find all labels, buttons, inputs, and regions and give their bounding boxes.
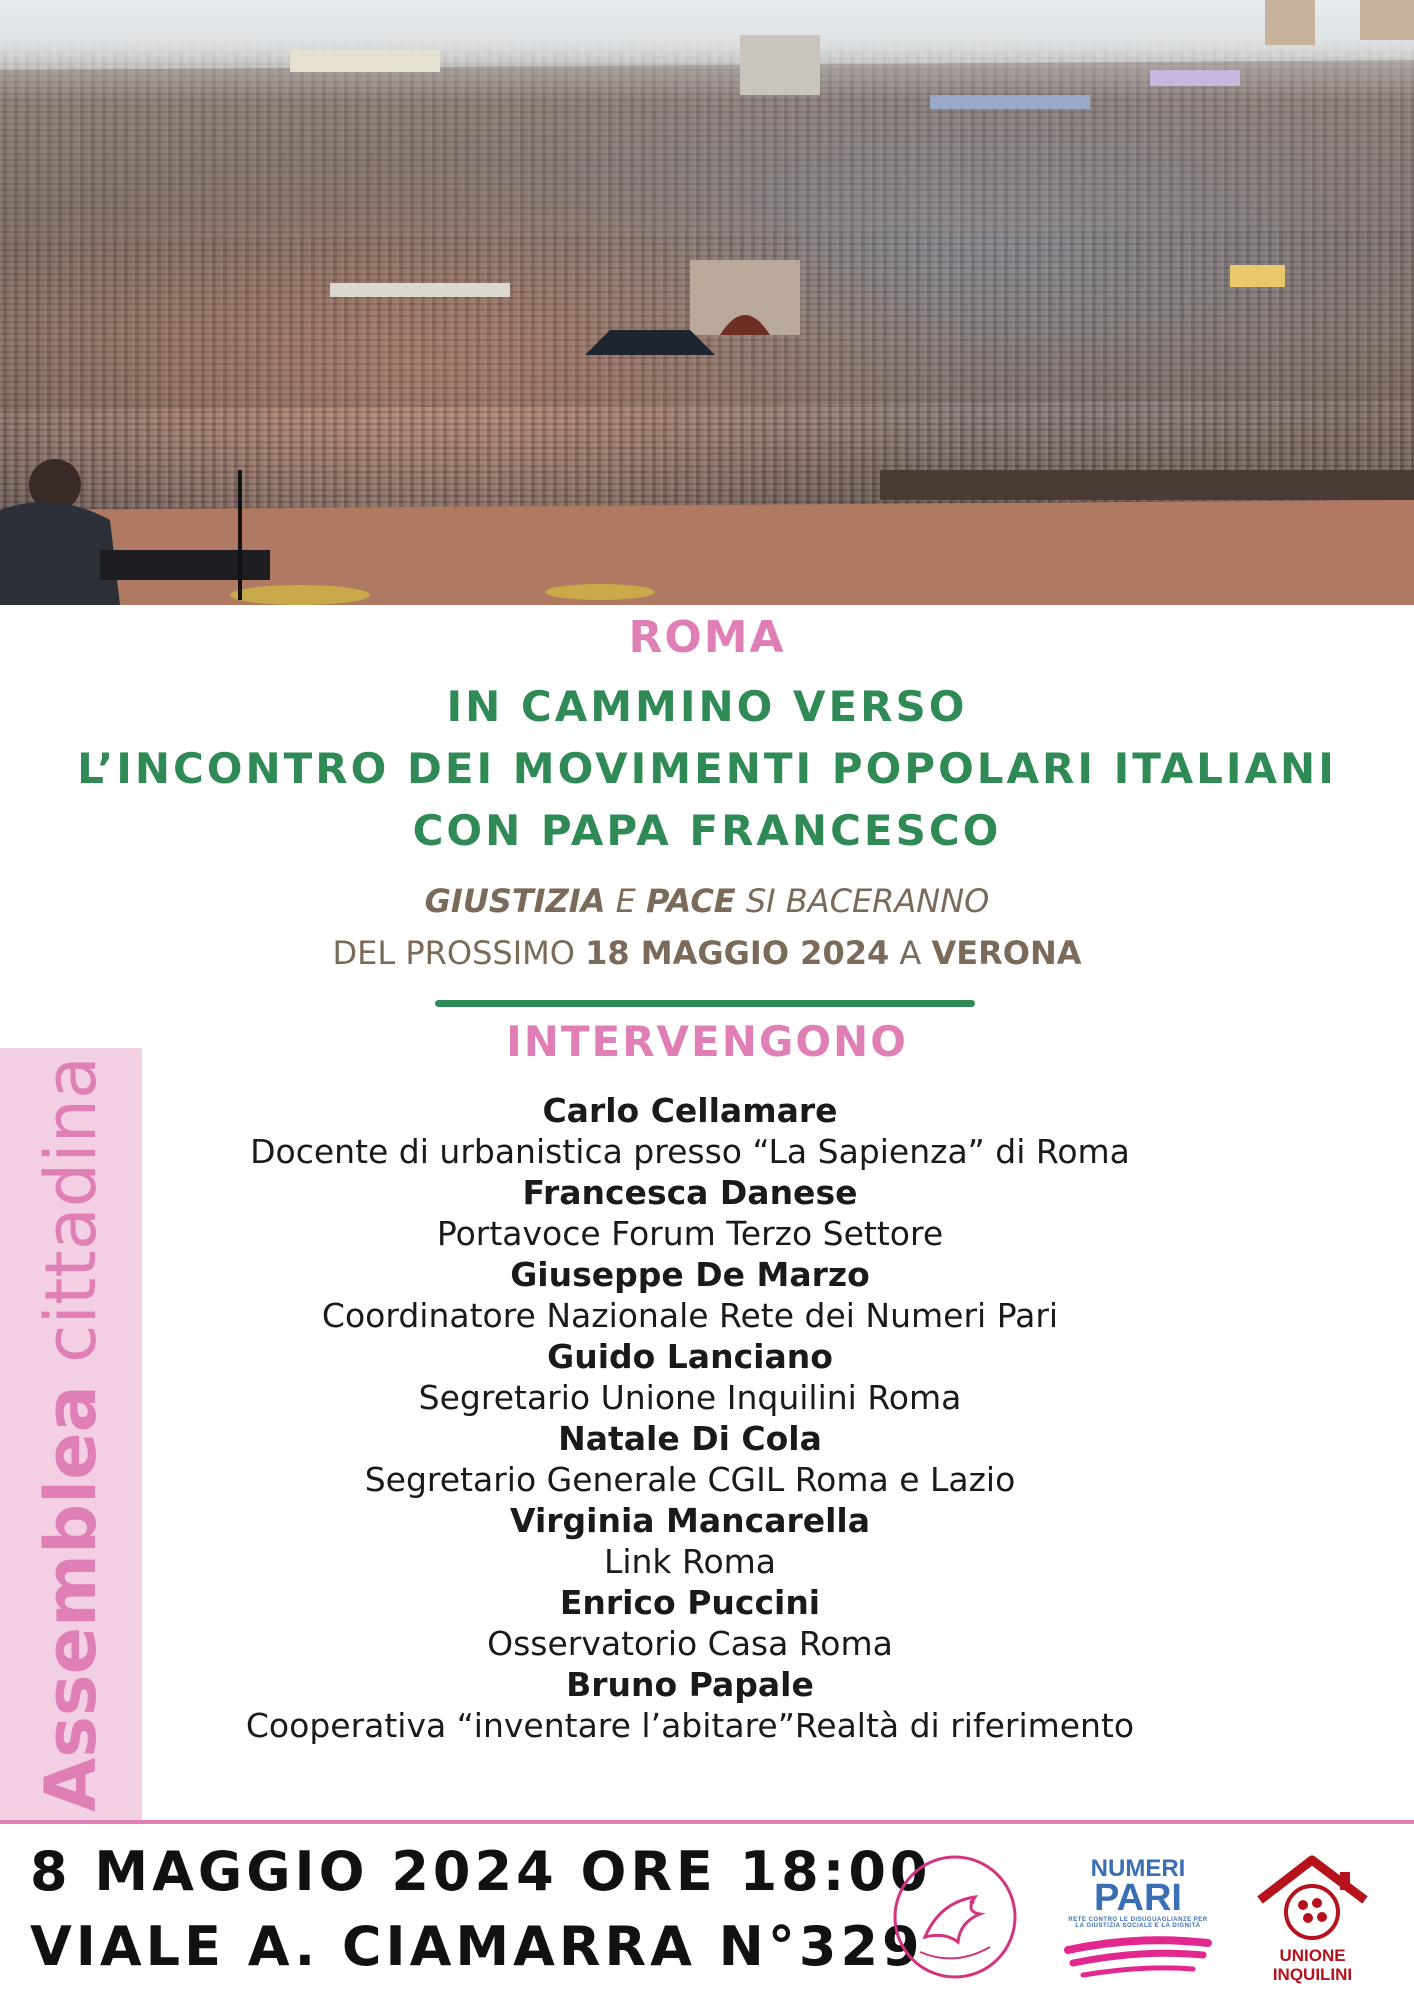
event-date: 18 MAGGIO 2024: [585, 934, 890, 972]
speaker-role: Portavoce Forum Terzo Settore: [436, 1214, 944, 1253]
hero-photo: [0, 0, 1414, 605]
speaker-name: Francesca Danese: [522, 1173, 858, 1212]
title-line-3: CON PAPA FRANCESCO: [412, 806, 1002, 855]
event-mid: A: [889, 934, 932, 972]
event-prefix: DEL PROSSIMO: [332, 934, 586, 972]
pink-brush-strokes-icon: [1063, 1855, 1213, 1985]
event-line: [0, 934, 1414, 972]
title-line-1: IN CAMMINO VERSO: [446, 682, 968, 731]
unione-inquilini-line2: INQUILINI: [1272, 1965, 1353, 1984]
speakers-list: [190, 1090, 1190, 1746]
motto-rest: SI BACERANNO: [735, 882, 990, 920]
title-line-2: L’INCONTRO DEI MOVIMENTI POPOLARI ITALIANI: [77, 744, 1337, 793]
speaker-role: Coordinatore Nazionale Rete dei Numeri Pari: [321, 1296, 1059, 1335]
speaker-role: Link Roma: [603, 1542, 777, 1581]
speaker-item: [190, 1664, 1190, 1746]
motto-giustizia: GIUSTIZIA: [424, 882, 606, 920]
green-divider: [435, 1000, 975, 1007]
speaker-item: [190, 1500, 1190, 1582]
city-heading: ROMA: [628, 612, 786, 663]
footer-rule: [0, 1820, 1414, 1824]
unione-inquilini-line1: UNIONE: [1279, 1946, 1346, 1965]
speaker-item: [190, 1582, 1190, 1664]
speaker-name: Natale Di Cola: [558, 1419, 822, 1458]
speaker-item: [190, 1418, 1190, 1500]
speaker-role: Docente di urbanistica presso “La Sapienza” di Roma: [250, 1132, 1130, 1171]
speaker-name: Carlo Cellamare: [542, 1091, 838, 1130]
house-emblem-icon: [1245, 1850, 1380, 1945]
speaker-role: Segretario Unione Inquilini Roma: [418, 1378, 962, 1417]
speaker-item: [190, 1336, 1190, 1418]
numeri-pari-line2: PARI: [1094, 1877, 1182, 1919]
arena-illustration: [0, 0, 1414, 605]
speakers-heading: INTERVENGONO: [506, 1017, 908, 1066]
event-place: VERONA: [931, 934, 1082, 972]
speaker-role: Segretario Generale CGIL Roma e Lazio: [364, 1460, 1016, 1499]
motto: [0, 882, 1414, 920]
footer-datetime: 8 MAGGIO 2024 ORE 18:00: [30, 1840, 932, 1903]
numeri-pari-logo: [1063, 1855, 1213, 1985]
giustizia-pace-logo: [880, 1842, 1030, 1992]
speaker-role: Cooperativa “inventare l’abitare”Realtà di riferimento: [245, 1706, 1135, 1745]
speaker-name: Giuseppe De Marzo: [510, 1255, 870, 1294]
sidebar-label-light: cittadina: [30, 1056, 112, 1386]
dove-emblem-icon: [880, 1842, 1030, 1992]
numeri-pari-tagline: RETE CONTRO LE DISUGUAGLIANZE PER LA GIUSTIZIA SOCIALE E LA DIGNITÀ: [1068, 1917, 1208, 1929]
speaker-item: [190, 1090, 1190, 1172]
sidebar-label-bold: Assemblea: [30, 1385, 112, 1812]
speaker-item: [190, 1254, 1190, 1336]
motto-e: E: [605, 882, 647, 920]
speaker-name: Bruno Papale: [566, 1665, 814, 1704]
speaker-name: Guido Lanciano: [547, 1337, 833, 1376]
speaker-role: Osservatorio Casa Roma: [487, 1624, 893, 1663]
speaker-item: [190, 1172, 1190, 1254]
motto-pace: PACE: [646, 882, 736, 920]
numeri-pari-line1: NUMERI: [1090, 1855, 1186, 1882]
speaker-name: Enrico Puccini: [559, 1583, 821, 1622]
speaker-name: Virginia Mancarella: [509, 1501, 871, 1540]
sidebar-label: [30, 1056, 112, 1812]
unione-inquilini-logo: [1245, 1850, 1380, 1990]
footer-address: VIALE A. CIAMARRA N°329: [30, 1915, 924, 1978]
